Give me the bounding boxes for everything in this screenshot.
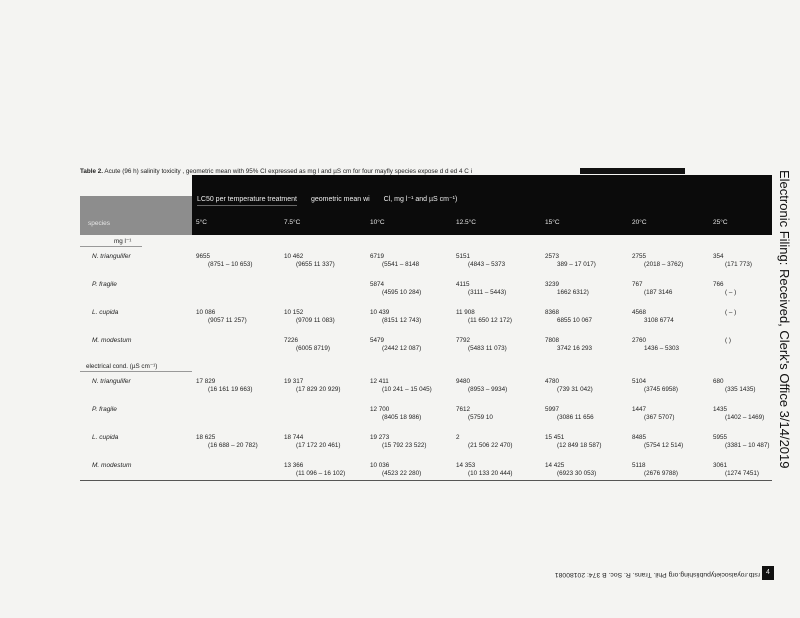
journal-footer: rstb.royalsocietypublishing.org Phil. Trans. R. Soc. B 374: 20180081	[554, 571, 760, 578]
lc50-value: 10 036	[370, 462, 390, 469]
confidence-interval: (10 133 20 444)	[468, 470, 513, 477]
lc50-value: 5874	[370, 281, 385, 288]
table-cell	[632, 378, 678, 394]
table-cell	[456, 309, 512, 325]
confidence-interval: ( – )	[725, 309, 737, 316]
column-header-temp: 10°C	[370, 219, 385, 226]
confidence-interval: (4523 22 280)	[382, 470, 422, 477]
table-cell	[196, 434, 258, 450]
confidence-interval: ( )	[725, 337, 731, 344]
lc50-value: 9655	[196, 253, 211, 260]
lc50-value: 10 152	[284, 309, 304, 316]
table-cell	[196, 378, 252, 394]
table-cell	[370, 434, 426, 450]
species-header-cell	[80, 196, 192, 235]
confidence-interval: (171 773)	[725, 261, 752, 268]
column-header-temp: 20°C	[632, 219, 647, 226]
confidence-interval: (9709 11 083)	[296, 317, 335, 324]
lc50-value: 7792	[456, 337, 471, 344]
table-cell	[713, 406, 764, 422]
confidence-interval: (8405 18 986)	[382, 414, 422, 421]
table-cell	[545, 434, 601, 450]
column-header-temp: 15°C	[545, 219, 560, 226]
table-cell	[545, 309, 592, 325]
table-cell	[456, 253, 505, 269]
confidence-interval: (8151 12 743)	[382, 317, 422, 324]
table-cell	[456, 378, 507, 394]
header-title-c: Cl, mg l⁻¹ and µS cm⁻¹)	[383, 196, 458, 203]
table-cell	[370, 406, 421, 422]
header-title-b: geometric mean wi	[310, 196, 370, 203]
confidence-interval: (6005 8719)	[296, 345, 330, 352]
confidence-interval: (739 31 042)	[557, 386, 593, 393]
table-cell	[370, 309, 421, 325]
lc50-value: 767	[632, 281, 643, 288]
lc50-value: 4115	[456, 281, 470, 288]
table-cell	[713, 281, 736, 297]
column-header-temp: 12.5°C	[456, 219, 476, 226]
confidence-interval: (4595 10 284)	[382, 289, 422, 296]
section-label-mg: mg l⁻¹	[114, 238, 132, 245]
table-cell	[545, 337, 592, 353]
lc50-value: 18 625	[196, 434, 216, 441]
column-header-temp: 7.5°C	[284, 219, 301, 226]
confidence-interval: (8751 – 10 653)	[208, 261, 253, 268]
confidence-interval: (11 650 12 172)	[468, 317, 512, 324]
lc50-value: 19 317	[284, 378, 304, 385]
lc50-value: 2	[456, 434, 460, 441]
confidence-interval: (367 5707)	[644, 414, 675, 421]
section-divider-mg	[80, 246, 142, 247]
species-name: M. modestum	[92, 462, 132, 469]
confidence-interval: 1436 – 5303	[644, 345, 680, 352]
confidence-interval: (8953 – 9934)	[468, 386, 508, 393]
table-cell	[632, 253, 683, 269]
table-cell	[284, 337, 330, 353]
table-cell	[456, 462, 512, 478]
lc50-value: 10 462	[284, 253, 304, 260]
lc50-value: 7226	[284, 337, 299, 344]
species-name: N. triangulifer	[92, 253, 131, 260]
section-divider-ec	[80, 371, 192, 372]
table-cell	[456, 434, 512, 450]
confidence-interval: (6923 30 053)	[557, 470, 597, 477]
column-header-temp: 5°C	[196, 219, 207, 226]
table-cell	[713, 309, 736, 317]
confidence-interval: (335 1435)	[725, 386, 756, 393]
header-divider	[197, 205, 297, 206]
table-cell	[284, 378, 340, 394]
confidence-interval: (17 172 20 461)	[296, 442, 341, 449]
page-number: 4	[762, 566, 774, 580]
redaction-bar	[580, 168, 685, 174]
lc50-value: 15 451	[545, 434, 565, 441]
confidence-interval: (12 849 18 587)	[557, 442, 602, 449]
lc50-value: 5104	[632, 378, 647, 385]
species-name: M. modestum	[92, 337, 132, 344]
table-cell	[545, 253, 596, 269]
confidence-interval: (5541 – 8148	[382, 261, 420, 268]
lc50-value: 680	[713, 378, 724, 385]
species-name: P. fragile	[92, 281, 117, 288]
table-cell	[545, 378, 593, 394]
confidence-interval: 1662 6312)	[557, 289, 589, 296]
lc50-value: 2755	[632, 253, 647, 260]
table-cell	[545, 406, 594, 422]
table-cell	[370, 462, 421, 478]
confidence-interval: (15 792 23 522)	[382, 442, 427, 449]
confidence-interval: (3111 – 5443)	[468, 289, 507, 296]
table-caption-label: Table 2.	[80, 168, 103, 175]
table-cell	[713, 434, 769, 450]
header-title-a: LC50 per temperature treatment	[197, 196, 297, 203]
table-cell	[456, 337, 507, 353]
table-cell	[713, 462, 759, 478]
table-cell	[284, 434, 340, 450]
species-name: N. triangulifer	[92, 378, 131, 385]
table-cell	[370, 281, 421, 297]
confidence-interval: (2018 – 3762)	[644, 261, 684, 268]
confidence-interval: (9655 11 337)	[296, 261, 335, 268]
table-cell	[713, 337, 731, 345]
lc50-value: 19 273	[370, 434, 390, 441]
lc50-value: 1447	[632, 406, 647, 413]
confidence-interval: (3381 – 10 487)	[725, 442, 770, 449]
lc50-value: 8368	[545, 309, 560, 316]
confidence-interval: (17 829 20 929)	[296, 386, 341, 393]
lc50-value: 2573	[545, 253, 560, 260]
lc50-value: 5118	[632, 462, 646, 469]
confidence-interval: 6855 10 067	[557, 317, 593, 324]
table-cell	[632, 337, 679, 353]
confidence-interval: (187 3146	[644, 289, 673, 296]
confidence-interval: (16 161 19 663)	[208, 386, 253, 393]
confidence-interval: (3086 11 656	[557, 414, 594, 421]
lc50-value: 4780	[545, 378, 560, 385]
lc50-value: 10 439	[370, 309, 390, 316]
confidence-interval: (2676 9788)	[644, 470, 678, 477]
table-caption-text: Acute (96 h) salinity toxicity , geometric mean with 95% CI expressed as mg l and µS cm for four mayfly species expose d d ed 4 C i	[104, 168, 472, 175]
lc50-value: 5479	[370, 337, 385, 344]
confidence-interval: (1402 – 1469)	[725, 414, 765, 421]
confidence-interval: (5483 11 073)	[468, 345, 507, 352]
confidence-interval: (9057 11 257)	[208, 317, 247, 324]
table-cell	[632, 281, 672, 297]
table-cell	[632, 406, 674, 422]
table-bottom-rule	[80, 480, 772, 481]
lc50-value: 14 353	[456, 462, 476, 469]
filing-stamp: Electronic Filing: Received, Clerk's Office 3/14/2019	[777, 170, 792, 469]
lc50-value: 4568	[632, 309, 647, 316]
lc50-value: 7612	[456, 406, 471, 413]
lc50-value: 9480	[456, 378, 471, 385]
table-cell	[370, 378, 432, 394]
confidence-interval: 3742 16 293	[557, 345, 593, 352]
confidence-interval: (10 241 – 15 045)	[382, 386, 432, 393]
table-cell	[545, 281, 589, 297]
confidence-interval: (21 506 22 470)	[468, 442, 513, 449]
lc50-value: 354	[713, 253, 724, 260]
lc50-value: 11 908	[456, 309, 475, 316]
lc50-value: 13 366	[284, 462, 304, 469]
lc50-value: 5997	[545, 406, 560, 413]
lc50-value: 17 829	[196, 378, 216, 385]
lc50-value: 8485	[632, 434, 647, 441]
lc50-value: 766	[713, 281, 724, 288]
table-cell	[284, 462, 345, 478]
confidence-interval: (5754 12 514)	[644, 442, 684, 449]
confidence-interval: 3108 6774	[644, 317, 674, 324]
table-cell	[284, 253, 335, 269]
lc50-value: 10 086	[196, 309, 216, 316]
section-label-ec: electrical cond. (µS cm⁻¹)	[86, 363, 158, 370]
confidence-interval: ( – )	[725, 289, 737, 296]
table-cell	[196, 253, 252, 269]
lc50-value: 5151	[456, 253, 471, 260]
confidence-interval: (5759 10	[468, 414, 493, 421]
species-name: L. cupida	[92, 434, 119, 441]
column-header-temp: 25°C	[713, 219, 728, 226]
table-cell	[545, 462, 596, 478]
table-cell	[370, 253, 419, 269]
table-cell	[632, 309, 674, 325]
table-cell	[370, 337, 421, 353]
lc50-value: 6719	[370, 253, 385, 260]
confidence-interval: (3745 6958)	[644, 386, 678, 393]
lc50-value: 3239	[545, 281, 560, 288]
confidence-interval: (1274 7451)	[725, 470, 759, 477]
confidence-interval: (11 096 – 16 102)	[296, 470, 346, 477]
table-cell	[632, 434, 683, 450]
lc50-value: 14 425	[545, 462, 565, 469]
confidence-interval: (16 688 – 20 782)	[208, 442, 258, 449]
lc50-value: 2760	[632, 337, 647, 344]
lc50-value: 18 744	[284, 434, 304, 441]
confidence-interval: (4843 – 5373	[468, 261, 506, 268]
table-cell	[456, 406, 493, 422]
lc50-value: 7808	[545, 337, 560, 344]
species-name: P. fragile	[92, 406, 117, 413]
lc50-value: 12 700	[370, 406, 390, 413]
table-cell	[632, 462, 678, 478]
table-cell	[713, 253, 752, 269]
lc50-value: 3061	[713, 462, 728, 469]
confidence-interval: (2442 12 087)	[382, 345, 422, 352]
confidence-interval: 389 – 17 017)	[557, 261, 596, 268]
lc50-value: 1435	[713, 406, 728, 413]
species-name: L. cupida	[92, 309, 119, 316]
table-cell	[456, 281, 506, 297]
table-cell	[196, 309, 247, 325]
lc50-value: 12 411	[370, 378, 389, 385]
column-header-species: species	[88, 220, 111, 227]
lc50-value: 5955	[713, 434, 728, 441]
table-cell	[713, 378, 755, 394]
table-header-title	[197, 195, 537, 203]
table-cell	[284, 309, 335, 325]
